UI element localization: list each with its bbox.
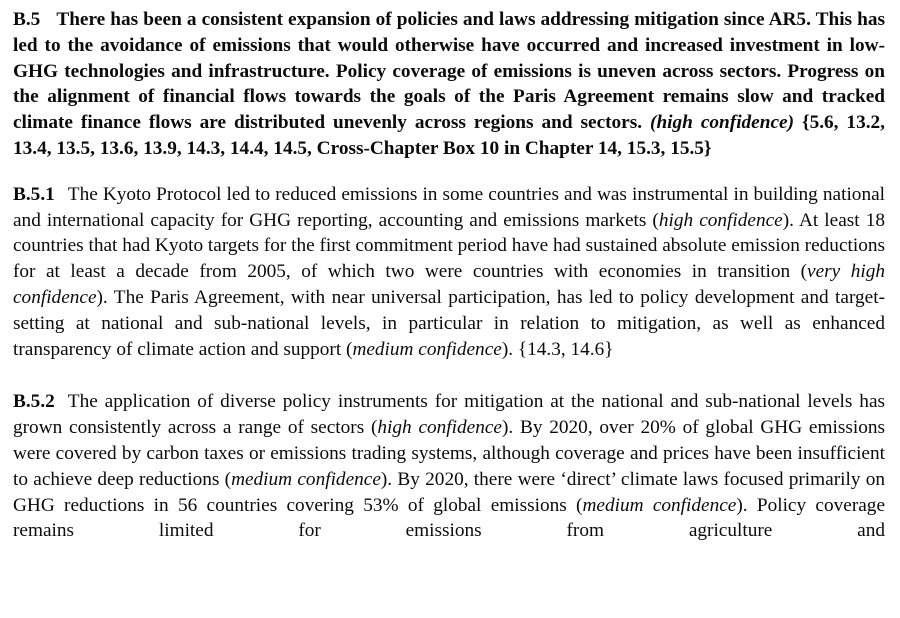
paragraph-b52-label: B.5.2 [13, 391, 55, 413]
paragraph-b51-text [13, 184, 885, 360]
paragraph-b5-text [13, 9, 885, 159]
text-segment: very high confidence [13, 261, 885, 308]
text-segment: ). At least 18 countries that had Kyoto targets for the first commitment period have had sustained absolute emission reductions for at least a decade from 2005, of which two were countries with economies in transition ( [13, 209, 885, 283]
text-segment: The application of diverse policy instruments for mitigation at the national and sub-national levels has grown consistently across a range of sectors ( [13, 391, 885, 439]
text-segment: medium confidence [582, 494, 737, 516]
text-segment: medium confidence [231, 468, 381, 490]
text-segment: ). By 2020, over 20% of global GHG emissions were covered by carbon taxes or emissions trading systems, although coverage and prices have been insufficient to achieve deep reductions ( [13, 417, 885, 490]
text-segment: ). By 2020, there were ‘direct’ climate laws focused primarily on GHG reductions in 56 countries covering 53% of global emissions ( [13, 468, 886, 516]
paragraph-b52 [13, 389, 885, 544]
text-segment: {5.6, 13.2, 13.4, 13.5, 13.6, 13.9, 14.3, 14.4, 14.5, Cross-Chapter Box 10 in Chapter 14, 15.3, 15.5} [13, 112, 885, 159]
text-segment: ). Policy coverage remains limited for emissions from agriculture and [13, 494, 885, 542]
text-segment: high confidence [377, 417, 502, 439]
paragraph-b52-text [13, 391, 885, 541]
paragraph-b51-label: B.5.1 [13, 183, 55, 205]
paragraph-b5 [13, 7, 885, 162]
text-segment: ). {14.3, 14.6} [501, 338, 614, 360]
paragraph-b5-label: B.5 [13, 9, 41, 30]
text-segment: high confidence [658, 209, 783, 231]
text-segment: ). The Paris Agreement, with near universal participation, has led to policy development and target-setting at national and sub-national levels, in particular in relation to mitigation, as well as enhanced transparency of climate action and support ( [13, 286, 885, 360]
text-segment: (high confidence) [650, 112, 795, 134]
paragraph-b51 [13, 182, 885, 363]
text-segment: There has been a consistent expansion of policies and laws addressing mitigation since AR5. This has led to the avoidance of emissions that would otherwise have occurred and increased investment in low-GHG technologies and infrastructure. Policy coverage of emissions is uneven across sectors. Progress on the alignment of financial flows towards the goals of the Paris Agreement remains slow and tracked climate finance flows are distributed unevenly across regions and sectors. [13, 9, 885, 134]
text-segment: medium confidence [352, 338, 502, 360]
text-segment: The Kyoto Protocol led to reduced emissions in some countries and was instrumental in building national and international capacity for GHG reporting, accounting and emissions markets ( [13, 183, 885, 231]
